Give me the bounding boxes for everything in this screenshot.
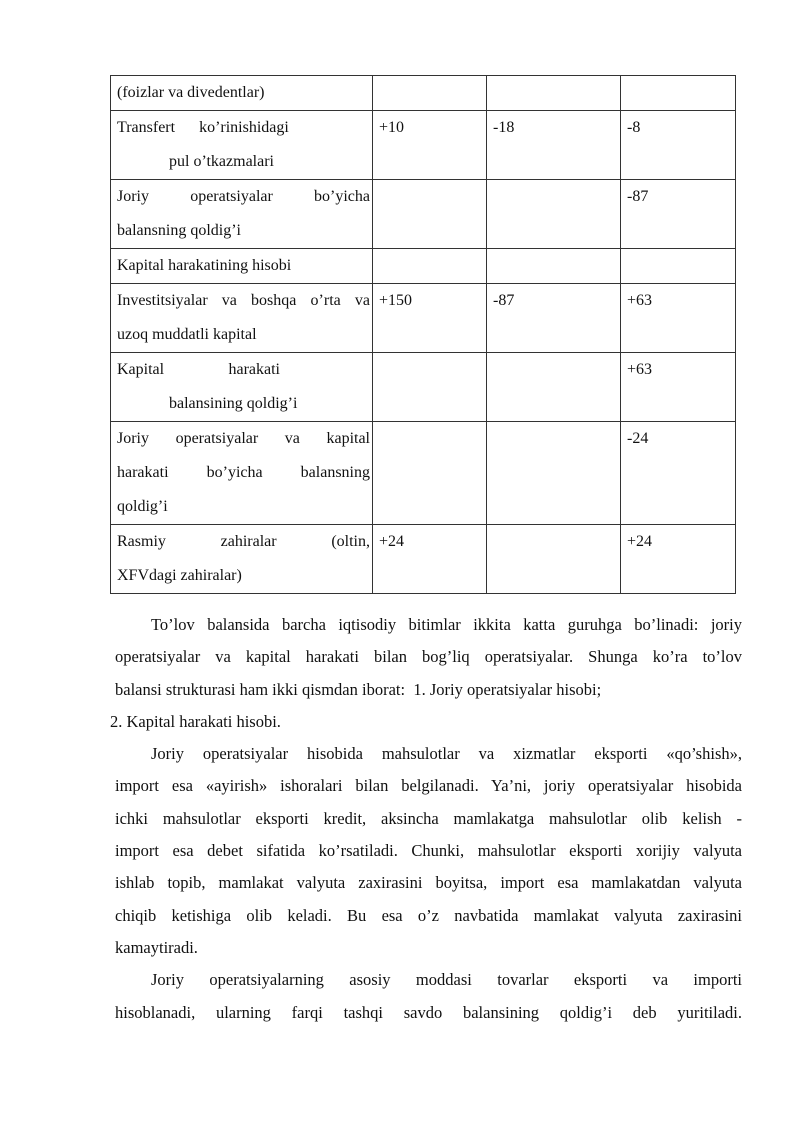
value-cell (373, 353, 487, 422)
row-label: Joriy operatsiyalar va kapital harakati bo’yicha balansning qoldig’i (111, 422, 373, 525)
table-row (111, 249, 736, 284)
value-cell (487, 422, 621, 525)
text-line: Joriy operatsiyalar hisobida mahsulotlar va xizmatlar eksporti «qo’shish», (151, 744, 742, 764)
text-line: hisoblanadi, ularning farqi tashqi savdo balansining qoldig’i deb yuritiladi. (115, 1002, 742, 1022)
text-line: chiqib ketishiga olib keladi. Bu esa o’z navbatida mamlakat valyuta zaxirasini (115, 905, 742, 925)
value-cell: -87 (621, 180, 736, 249)
value-cell (487, 353, 621, 422)
row-label: Joriy operatsiyalar bo’yicha balansning qoldig’i (111, 180, 373, 249)
value-cell (487, 180, 621, 249)
table-row (111, 422, 736, 525)
value-cell: +10 (373, 111, 487, 180)
value-cell: +63 (621, 284, 736, 353)
text-line: import esa «ayirish» ishoralari bilan belgilanadi. Ya’ni, joriy operatsiyalar hisobida (115, 776, 742, 796)
value-cell (621, 76, 736, 111)
row-label: Rasmiy zahiralar (oltin, XFVdagi zahiralar) (111, 525, 373, 594)
body-text (110, 609, 742, 1029)
text-line: ishlab topib, mamlakat valyuta zaxirasini boyitsa, import esa mamlakatdan valyuta (115, 873, 742, 893)
value-cell (373, 76, 487, 111)
text-line: kamaytiradi. (115, 937, 198, 957)
value-cell: +24 (621, 525, 736, 594)
row-label: Kapital harakati balansining qoldig’i (111, 353, 373, 422)
value-cell (373, 180, 487, 249)
text-line: 2. Kapital harakati hisobi. (110, 711, 281, 731)
value-cell: +24 (373, 525, 487, 594)
text-line: balansi strukturasi ham ikki qismdan iborat: 1. Joriy operatsiyalar hisobi; (115, 679, 602, 699)
value-cell: -24 (621, 422, 736, 525)
table-row (111, 284, 736, 353)
value-cell (487, 249, 621, 284)
balance-table (110, 75, 736, 594)
value-cell (621, 249, 736, 284)
row-label: Investitsiyalar va boshqa o’rta va uzoq muddatli kapital (111, 284, 373, 353)
table-row (111, 180, 736, 249)
table-row (111, 76, 736, 111)
table-row (111, 353, 736, 422)
table-row (111, 111, 736, 180)
value-cell: -87 (487, 284, 621, 353)
text-line: Joriy operatsiyalarning asosiy moddasi tovarlar eksporti va importi (151, 970, 742, 990)
value-cell (487, 525, 621, 594)
value-cell (373, 422, 487, 525)
table-row (111, 525, 736, 594)
row-label: (foizlar va divedentlar) (111, 76, 373, 111)
value-cell (487, 76, 621, 111)
row-label: Transfert ko’rinishidagi pul o’tkazmalari (111, 111, 373, 180)
row-label: Kapital harakatining hisobi (111, 249, 373, 284)
value-cell (373, 249, 487, 284)
text-line: operatsiyalar va kapital harakati bilan bog’liq operatsiyalar. Shunga ko’ra to’lov (115, 647, 742, 667)
text-line: import esa debet sifatida ko’rsatiladi. Chunki, mahsulotlar eksporti xorijiy valyuta (115, 841, 742, 861)
text-line: ichki mahsulotlar eksporti kredit, aksincha mamlakatga mahsulotlar olib kelish - (115, 808, 742, 828)
value-cell: -8 (621, 111, 736, 180)
value-cell: +63 (621, 353, 736, 422)
value-cell: +150 (373, 284, 487, 353)
text-line: To’lov balansida barcha iqtisodiy bitimlar ikkita katta guruhga bo’linadi: joriy (151, 615, 742, 634)
value-cell: -18 (487, 111, 621, 180)
